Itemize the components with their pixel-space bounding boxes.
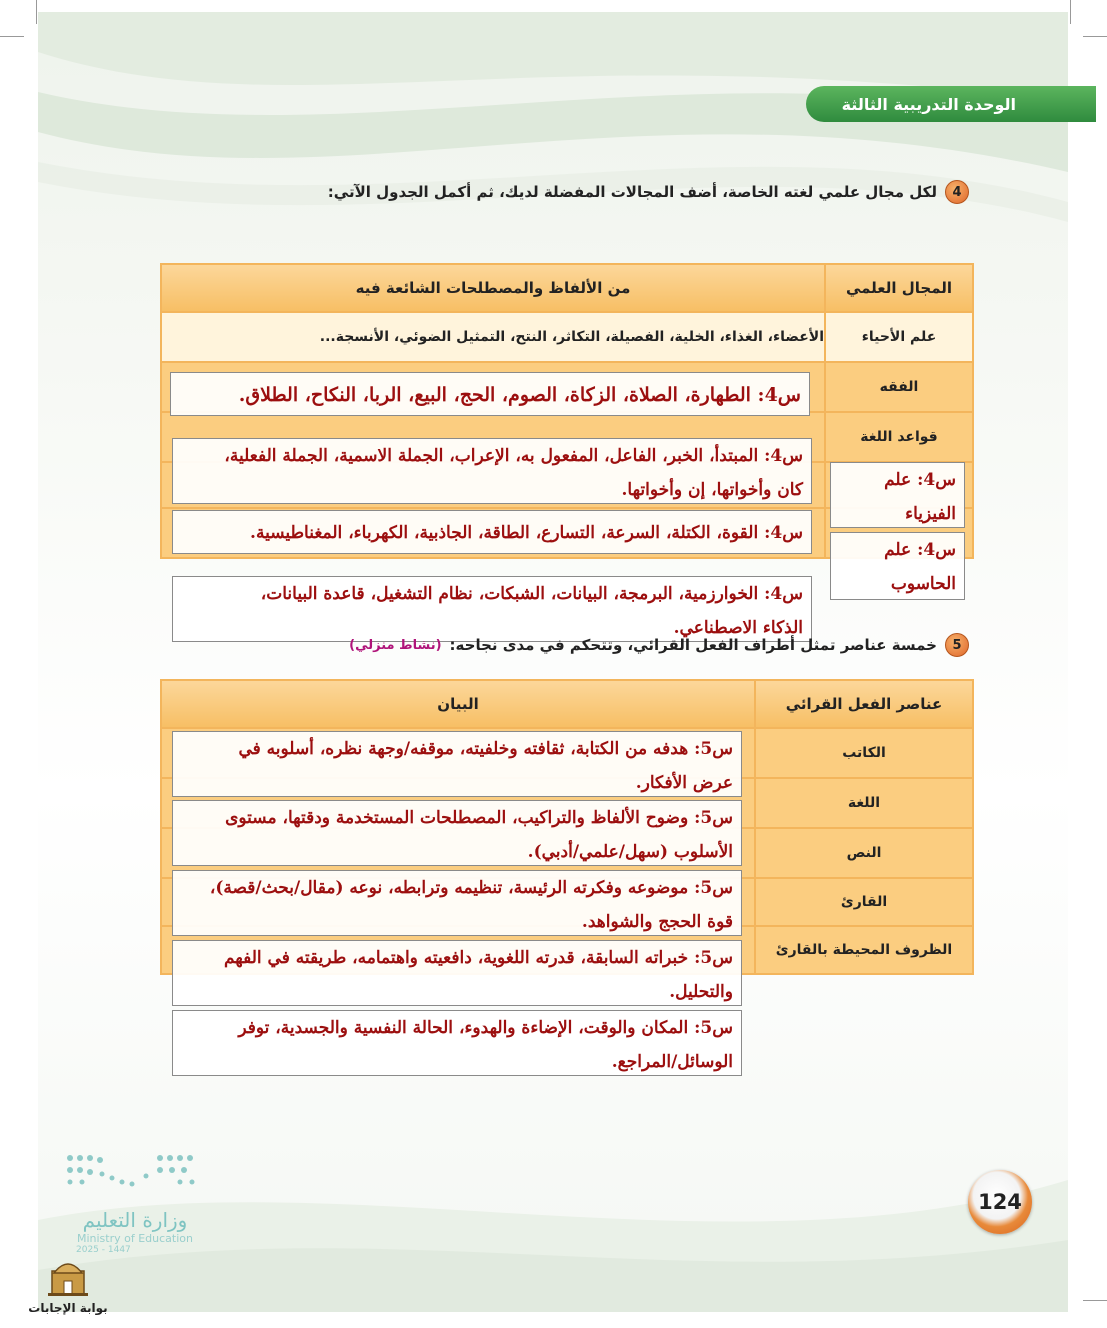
answer-line: والتحليل. [669, 982, 733, 1002]
answer-line: الذكاء الاصطناعي. [673, 618, 803, 638]
ministry-year: 2025 - 1447 [76, 1245, 131, 1255]
question-text: خمسة عناصر تمثل أطراف الفعل القرائي، وتتحكم في مدى نجاحه: [449, 636, 937, 654]
answer-line: س4: المبتدأ، الخبر، الفاعل، المفعول به، الإعراب، الجملة الاسمية، الجملة الفعلية، [224, 446, 803, 466]
table-header-row [161, 264, 973, 312]
answer-line: الوسائل/المراجع. [611, 1052, 733, 1072]
table-header-row [161, 680, 973, 728]
answer-line: س5: خبراته السابقة، قدرته اللغوية، دافعيته واهتمامه، طريقته في الفهم [223, 948, 733, 968]
header-swoosh-decoration [38, 12, 1068, 252]
answer-computer-field [830, 532, 965, 600]
header-field: المجال العلمي [825, 264, 973, 312]
question-number-badge: 4 [945, 180, 969, 204]
answers-portal-watermark [28, 1255, 108, 1315]
element-cell: الظروف المحيطة بالقارئ [755, 926, 973, 974]
element-cell: القارئ [755, 878, 973, 926]
answer-line: س5: وضوح الألفاظ والتراكيب، المصطلحات المستخدمة ودقتها، مستوى [225, 808, 733, 828]
answer-physics [172, 510, 812, 554]
element-cell: النص [755, 828, 973, 878]
answer-physics-field [830, 462, 965, 528]
answer-line: الأسلوب (سهل/علمي/أدبي). [527, 842, 733, 862]
answer-writer [172, 731, 742, 797]
header-element: عناصر الفعل القرائي [755, 680, 973, 728]
terms-cell: الأعضاء، الغذاء، الخلية، الفصيلة، التكاثر، النتح، التمثيل الضوئي، الأنسجة... [161, 312, 825, 362]
ministry-name-arabic: وزارة التعليم [82, 1208, 188, 1232]
answer-line: س5: هدفه من الكتابة، ثقافته وخلفيته، موقفه/وجهة نظره، أسلوبه في [238, 739, 733, 759]
crop-mark [36, 0, 37, 24]
answer-conditions [172, 1010, 742, 1076]
answer-line: س5: موضوعه وفكرته الرئيسة، تنظيمه وترابطه، نوعه (مقال/بحث/قصة)، [209, 878, 733, 898]
answer-grammar [172, 438, 812, 504]
answer-line: س4: الطهارة، الصلاة، الزكاة، الصوم، الحج، البيع، الربا، النكاح، الطلاق. [238, 384, 801, 406]
page-number-badge: 124 [968, 1170, 1032, 1234]
mosque-icon [46, 1255, 90, 1297]
answer-fiqh [170, 372, 810, 416]
answer-line: الفيزياء [905, 504, 956, 524]
answer-line: الحاسوب [890, 574, 956, 594]
answer-line: قوة الحجج والشواهد. [581, 912, 733, 932]
answer-line: كان وأخواتها، إن وأخواتها. [621, 480, 803, 500]
answer-line: س4: علم [884, 470, 956, 490]
header-terms: من الألفاظ والمصطلحات الشائعة فيه [161, 264, 825, 312]
header-statement: البيان [161, 680, 755, 728]
homework-note: (نشاط منزلي) [349, 637, 442, 653]
field-cell: علم الأحياء [825, 312, 973, 362]
answer-line: س4: القوة، الكتلة، السرعة، التسارع، الطاقة، الجاذبية، الكهرباء، المغناطيسية. [250, 523, 803, 543]
answer-line: عرض الأفكار. [635, 773, 733, 793]
element-cell: اللغة [755, 778, 973, 828]
portal-name: بوابة الإجابات [28, 1301, 108, 1315]
table-row [161, 312, 973, 362]
crop-mark [1083, 36, 1107, 37]
ministry-dots-icon [60, 1148, 200, 1198]
answer-text [172, 870, 742, 936]
answer-line: س4: الخوارزمية، البرمجة، البيانات، الشبكات، نظام التشغيل، قاعدة البيانات، [260, 584, 803, 604]
answer-line: س5: المكان والوقت، الإضاءة والهدوء، الحالة النفسية والجسدية، توفر [238, 1018, 733, 1038]
field-cell: قواعد اللغة [825, 412, 973, 462]
question-text: لكل مجال علمي لغته الخاصة، أضف المجالات المفضلة لديك، ثم أكمل الجدول الآتي: [327, 183, 937, 201]
question-5 [349, 633, 969, 657]
crop-mark [0, 36, 24, 37]
crop-mark [1083, 1300, 1107, 1301]
answer-language [172, 800, 742, 866]
question-number-badge: 5 [945, 633, 969, 657]
unit-title-banner: الوحدة التدريبية الثالثة [806, 86, 1096, 122]
question-4 [328, 180, 969, 204]
answer-line: س4: علم [884, 540, 956, 560]
crop-mark [1070, 0, 1071, 24]
answer-reader [172, 940, 742, 1006]
field-cell: الفقه [825, 362, 973, 412]
ministry-name-english: Ministry of Education [76, 1232, 193, 1245]
element-cell: الكاتب [755, 728, 973, 778]
